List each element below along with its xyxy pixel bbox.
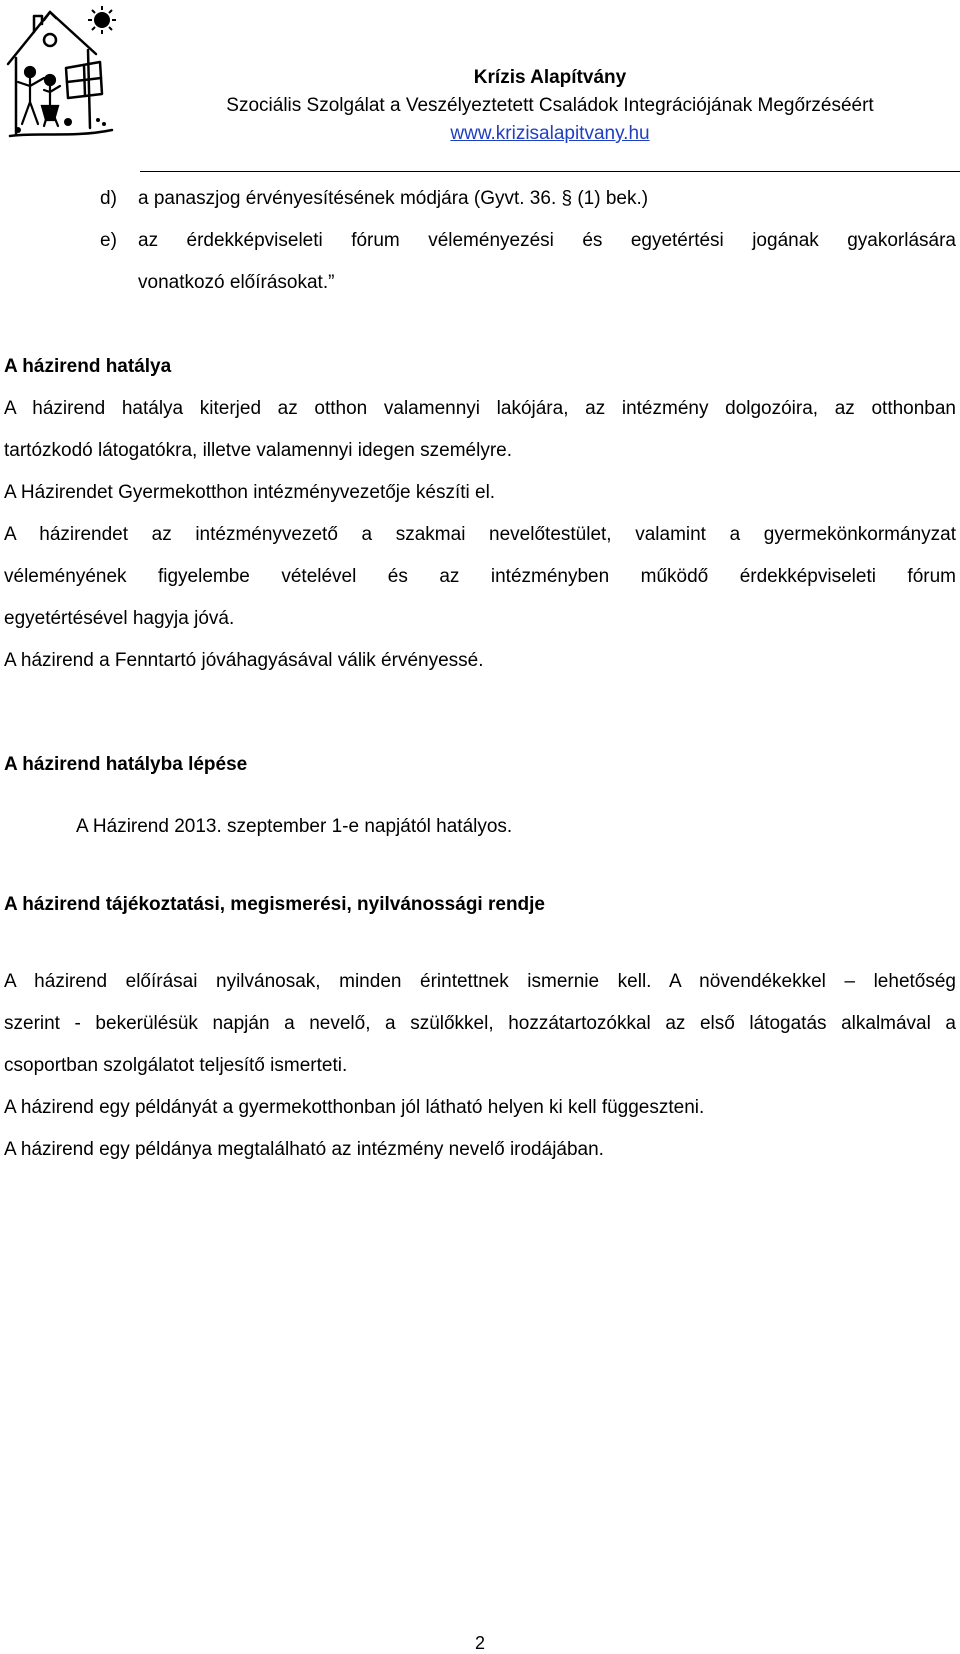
paragraph-line: A házirend előírásai nyilvánosak, minden érintettnek ismernie kell. A növendékekkel – lehetőség bbox=[4, 971, 956, 992]
paragraph-line: A házirendet az intézményvezető a szakmai nevelőtestület, valamint a gyermekönkormányzat bbox=[4, 524, 956, 545]
header-block bbox=[140, 64, 960, 148]
paragraph-line: véleményének figyelembe vételével és az intézményben működő érdekképviseleti fórum bbox=[4, 566, 956, 587]
paragraph-line: A házirend egy példánya megtalálható az intézmény nevelő irodájában. bbox=[4, 1139, 604, 1160]
section-heading-effective: A házirend hatályba lépése bbox=[4, 754, 248, 775]
paragraph-line: A Házirend 2013. szeptember 1-e napjától hatályos. bbox=[76, 816, 513, 837]
paragraph-line: A házirend a Fenntartó jóváhagyásával válik érvényessé. bbox=[4, 650, 484, 671]
list-marker-d: d) bbox=[100, 188, 117, 209]
header-divider bbox=[140, 171, 960, 172]
page-number: 2 bbox=[474, 1633, 485, 1653]
section-heading-scope: A házirend hatálya bbox=[4, 356, 172, 377]
organization-subtitle: Szociális Szolgálat a Veszélyeztetett Családok Integrációjának Megőrzéséért bbox=[226, 95, 874, 116]
paragraph-line: A Házirendet Gyermekotthon intézményvezetője készíti el. bbox=[4, 482, 496, 503]
paragraph-line: A házirend egy példányát a gyermekotthonban jól látható helyen ki kell függeszteni. bbox=[4, 1097, 705, 1118]
paragraph-line: A házirend hatálya kiterjed az otthon valamennyi lakójára, az intézmény dolgozóira, az otthonban bbox=[4, 398, 956, 419]
website-link[interactable]: www.krizisalapitvany.hu bbox=[450, 123, 650, 144]
list-item-d bbox=[100, 187, 648, 211]
list-text-e-line1: az érdekképviseleti fórum véleményezési és egyetértési jogának gyakorlására bbox=[138, 230, 956, 251]
organization-name: Krízis Alapítvány bbox=[473, 67, 627, 88]
paragraph-line: tartózkodó látogatókra, illetve valamennyi idegen személyre. bbox=[4, 440, 512, 461]
paragraph-line: szerint - bekerülésük napján a nevelő, a szülőkkel, hozzátartozókkal az első látogatás alkalmával a bbox=[4, 1013, 956, 1034]
paragraph-line: csoportban szolgálatot teljesítő ismerteti. bbox=[4, 1055, 348, 1076]
list-text-e-line2: vonatkozó előírásokat.” bbox=[138, 272, 335, 293]
list-text-d: a panaszjog érvényesítésének módjára (Gyvt. 36. § (1) bek.) bbox=[138, 188, 649, 209]
section-heading-publicity: A házirend tájékoztatási, megismerési, nyilvánossági rendje bbox=[4, 894, 545, 915]
list-marker-e: e) bbox=[100, 230, 117, 251]
list-item-e bbox=[100, 229, 138, 253]
house-family-logo-icon bbox=[4, 2, 120, 144]
paragraph-line: egyetértésével hagyja jóvá. bbox=[4, 608, 235, 629]
